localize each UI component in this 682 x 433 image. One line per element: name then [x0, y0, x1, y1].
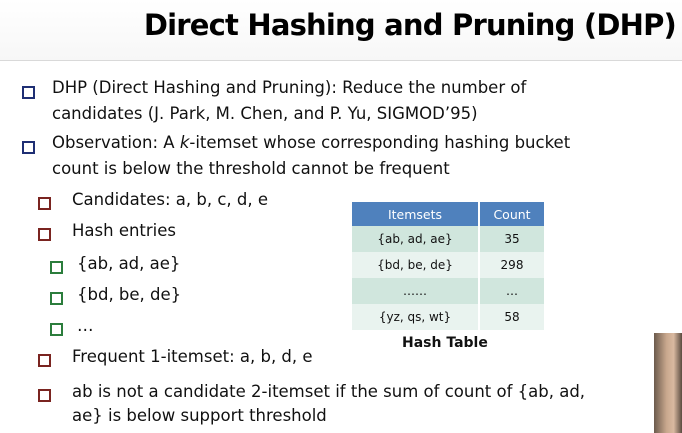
hash-entries-text: Hash entries: [72, 221, 177, 240]
candidates-text: Candidates: a, b, c, d, e: [72, 190, 268, 209]
sub-sub-bullet-square-icon: [50, 323, 63, 336]
hash-table-caption: Hash Table: [402, 335, 488, 351]
bullet-dhp-line1: DHP (Direct Hashing and Pruning): Reduce the number of: [52, 78, 527, 97]
itemset-cell: {ab, ad, ae}: [352, 226, 479, 252]
count-cell: 298: [479, 252, 544, 278]
header-count: Count: [479, 202, 544, 226]
table-row: [352, 226, 544, 252]
count-cell: 35: [479, 226, 544, 252]
sub-bullet-square-icon: [38, 228, 51, 241]
bullet-square-icon: [22, 86, 35, 99]
sub-sub-bullet-square-icon: [50, 292, 63, 305]
bullet-observation-line2: count is below the threshold cannot be frequent: [52, 159, 450, 178]
pruning-rule-line1: ab is not a candidate 2-itemset if the sum of count of {ab, ad,: [72, 382, 586, 401]
table-row: [352, 252, 544, 278]
count-cell: 58: [479, 304, 544, 330]
hash-entry-ellipsis: …: [77, 316, 94, 335]
title-bar: [0, 0, 682, 61]
bullet-observation-line1: Observation: A k-itemset whose corresponding hashing bucket: [52, 133, 571, 152]
itemset-cell: {bd, be, de}: [352, 252, 479, 278]
header-itemsets: Itemsets: [352, 202, 479, 226]
count-cell: …: [479, 278, 544, 304]
pruning-rule-line2: ae} is below support threshold: [72, 406, 327, 425]
hash-entry-2: {bd, be, de}: [77, 285, 182, 304]
slide-title: Direct Hashing and Pruning (DHP): [143, 8, 676, 42]
table-row: [352, 304, 544, 330]
itemset-cell: ……: [352, 278, 479, 304]
hash-table: [352, 202, 544, 330]
frequent-itemset-text: Frequent 1-itemset: a, b, d, e: [72, 347, 313, 366]
sub-bullet-square-icon: [38, 354, 51, 367]
sub-sub-bullet-square-icon: [50, 261, 63, 274]
itemset-cell: {yz, qs, wt}: [352, 304, 479, 330]
presenter-video-thumbnail: [654, 333, 682, 433]
bullet-dhp-line2: candidates (J. Park, M. Chen, and P. Yu, SIGMOD’95): [52, 104, 478, 123]
sub-bullet-square-icon: [38, 197, 51, 210]
hash-entry-1: {ab, ad, ae}: [77, 254, 181, 273]
bullet-square-icon: [22, 141, 35, 154]
table-row: [352, 278, 544, 304]
hash-table-header-row: [352, 202, 544, 226]
sub-bullet-square-icon: [38, 389, 51, 402]
